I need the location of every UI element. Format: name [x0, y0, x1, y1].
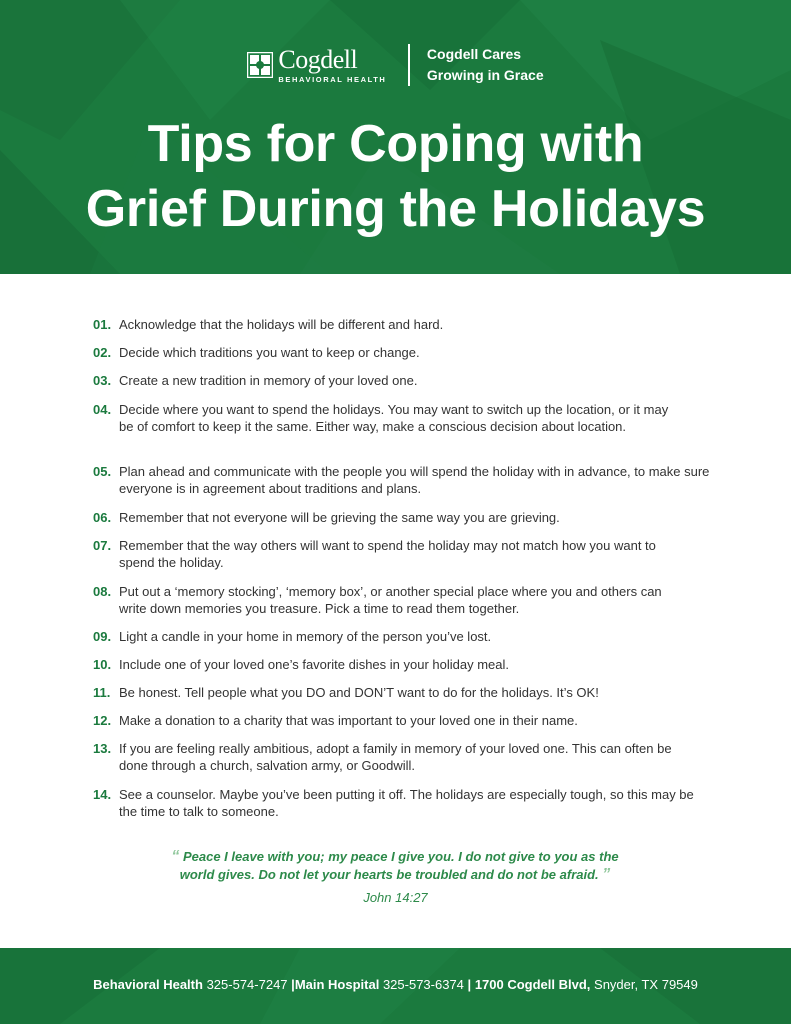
- behavioral-health-phone[interactable]: 325-574-7247: [206, 977, 288, 992]
- logo-name: Cogdell: [278, 44, 358, 74]
- footer-separator: |: [291, 977, 295, 992]
- tagline: [427, 44, 544, 86]
- tip-number: 06.: [93, 510, 112, 525]
- tip-item: [93, 740, 703, 774]
- bible-quote: [150, 848, 640, 884]
- tip-text: Be honest. Tell people what you DO and DON’T want to do for the holidays. It’s OK!: [119, 685, 599, 700]
- tip-number: 07.: [93, 538, 112, 553]
- main-hospital-phone[interactable]: 325-573-6374: [382, 977, 464, 992]
- cogdell-logo-icon: [247, 52, 273, 78]
- tip-text: Light a candle in your home in memory of the person you’ve lost.: [119, 629, 492, 644]
- tip-number: 05.: [93, 464, 112, 479]
- tip-item: [93, 316, 713, 333]
- tip-text: Remember that not everyone will be grieving the same way you are grieving.: [119, 510, 560, 525]
- tip-item: [93, 509, 713, 526]
- tip-number: 08.: [93, 584, 112, 599]
- contact-info: [0, 976, 791, 994]
- tip-text: If you are feeling really ambitious, adopt a family in memory of your loved one. This can often be done through a church, salvation army, or Goodwill.: [119, 741, 672, 773]
- tip-item: [93, 684, 713, 701]
- tagline-line-2: Growing in Grace: [426, 67, 544, 83]
- title-line-2: Grief During the Holidays: [85, 180, 706, 238]
- tip-item: [93, 537, 683, 571]
- city-address: Snyder, TX 79549: [594, 977, 698, 992]
- title-line-1: Tips for Coping with: [147, 115, 644, 173]
- tip-item: [93, 712, 713, 729]
- open-quote-mark: “: [171, 848, 180, 865]
- cogdell-logo: [247, 44, 387, 84]
- brand-row: [0, 44, 791, 86]
- quote-line-2: world gives. Do not let your hearts be troubled and do not be afraid.: [179, 867, 599, 882]
- tip-text: Put out a ‘memory stocking’, ‘memory box’, or another special place where you and others can write down memories you treasure. Pick a time to read them together.: [119, 584, 662, 616]
- tip-text: See a counselor. Maybe you’ve been putting it off. The holidays are especially tough, so this may be the time to talk to someone.: [119, 787, 694, 819]
- tip-item: [93, 656, 713, 673]
- tip-number: 02.: [93, 345, 112, 360]
- tip-number: 13.: [93, 741, 112, 756]
- tip-item: [93, 786, 703, 820]
- tip-item: [93, 583, 683, 617]
- page-title: [0, 112, 791, 242]
- tip-number: 11.: [93, 685, 111, 700]
- tip-number: 03.: [93, 373, 112, 388]
- tip-item: [93, 628, 713, 645]
- tip-number: 01.: [93, 317, 112, 332]
- tip-item: [93, 401, 683, 435]
- footer-separator: |: [467, 977, 472, 992]
- tagline-line-1: Cogdell Cares: [426, 46, 522, 62]
- tip-item: [93, 344, 713, 361]
- tip-text: Include one of your loved one’s favorite dishes in your holiday meal.: [119, 657, 509, 672]
- tip-text: Acknowledge that the holidays will be different and hard.: [119, 317, 444, 332]
- brand-divider: [408, 44, 410, 86]
- quote-line-1: Peace I leave with you; my peace I give you. I do not give to you as the: [182, 849, 619, 864]
- tip-item: [93, 372, 713, 389]
- close-quote-mark: ”: [602, 866, 611, 883]
- main-hospital-label: Main Hospital: [294, 977, 380, 992]
- quote-citation: John 14:27: [363, 890, 428, 905]
- behavioral-health-label: Behavioral Health: [93, 977, 203, 992]
- tip-text: Create a new tradition in memory of your loved one.: [119, 373, 418, 388]
- tip-number: 14.: [93, 787, 112, 802]
- tip-text: Decide which traditions you want to keep or change.: [119, 345, 420, 360]
- tip-number: 04.: [93, 402, 112, 417]
- header-banner: [0, 0, 791, 274]
- tip-text: Remember that the way others will want to spend the holiday may not match how you want to spend the holiday.: [119, 538, 656, 570]
- tip-text: Decide where you want to spend the holidays. You may want to switch up the location, or it may be of comfort to keep it the same. Either way, make a conscious decision about location.: [119, 402, 669, 434]
- tip-number: 12.: [93, 713, 112, 728]
- tip-text: Plan ahead and communicate with the people you will spend the holiday with in advance, to make sure everyone is in agreement about traditions and plans.: [119, 464, 710, 496]
- tip-item: [93, 463, 713, 497]
- tip-number: 09.: [93, 629, 112, 644]
- tip-number: 10.: [93, 657, 112, 672]
- tip-text: Make a donation to a charity that was important to your loved one in their name.: [119, 713, 578, 728]
- street-address: 1700 Cogdell Blvd,: [474, 977, 591, 992]
- footer-banner: [0, 948, 791, 1024]
- logo-subtitle: BEHAVIORAL HEALTH: [278, 74, 387, 84]
